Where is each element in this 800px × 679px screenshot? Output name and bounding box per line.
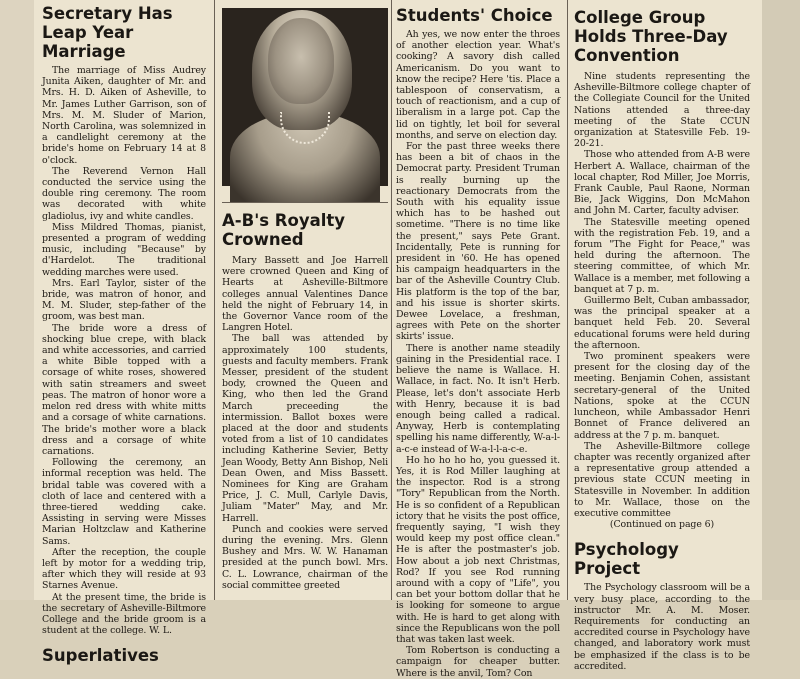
paragraph: The marriage of Miss Audrey Junita Aiken, daughter of Mr. and Mrs. H. D. Aiken of Asheville, to Mr. James Luther Garrison, son of Mrs. M. M. Sluder of Marion, North Carolina, was solemnized in a candlelight ceremony at the bride's home on February 14 at 8 o'clock. xyxy=(42,65,206,166)
paragraph: Punch and cookies were served during the evening. Mrs. Glenn Bushey and Mrs. W. W. Hanaman presided at the punch bowl. Mrs. C. L. Lowrance, chairman of the social committee greeted xyxy=(222,523,388,591)
paragraph: The Reverend Vernon Hall conducted the service using the double ring ceremony. The room was decorated with white gladiolus, ivy and white candles. xyxy=(42,165,206,222)
column-wedding xyxy=(42,0,206,666)
photo-face xyxy=(268,18,334,104)
headline-students-choice: Students' Choice xyxy=(396,6,553,25)
column-rule xyxy=(391,0,392,600)
continued-note: (Continued on page 6) xyxy=(609,519,715,531)
column-royalty xyxy=(222,0,388,600)
page-left-margin xyxy=(0,0,34,600)
headline-royalty: A-B's Royalty Crowned xyxy=(222,211,346,249)
paragraph: For the past three weeks there has been a bit of chaos in the Democrat party. President Truman is really burning up the reactionary Democrats from the South with his equality issue which has to be hashed out sometime. "There is no time like the present," says Pete Grant. Incidentally, Pete is running for president in '60. He has opened his campaign headquarters in the bar of the Asheville Country Club. His platform is the top of the bar, and his issue is shorter skirts. Dewee Lovelace, a freshman, agrees with Pete on the shorter skirts' issue. xyxy=(396,141,560,343)
paragraph: Mary Bassett and Joe Harrell were crowned Queen and King of Hearts at Asheville-Biltmore colleges annual Valentines Dance held the night of February 14, in the Governor Vance room of the Langren Hotel. xyxy=(222,255,388,334)
paragraph: There is another name steadily gaining in the Presidential race. I believe the name is Wallace. H. Wallace, in fact. No. It isn't Herb. Please, let's don't associate Herb with Henry, because it is bad enough being called a radical. Anyway, Herb is contemplating spelling his name differently, W-a-l-a-c-e instead of W-a-l-l-a-c-e. xyxy=(396,342,560,455)
queen-photo xyxy=(222,8,388,186)
paragraph: Miss Mildred Thomas, pianist, presented a program of wedding music, including "Because" by d'Hardelot. The traditional wedding marches were used. xyxy=(42,221,206,278)
paragraph: The Psychology classroom will be a very busy place, according to the instructor Mr. A. M. Moser. Requirements for conducting an accredited course in Psychology have changed, and laboratory work must be emphasized if the class is to be accredited. xyxy=(574,582,750,672)
headline-wedding: Secretary Has Leap Year Marriage xyxy=(42,4,173,61)
paragraph: The ball was attended by approximately 100 students, guests and faculty members. Frank Messer, president of the student body, crowned the Queen and King, who then led the Grand March preceeding the intermission. Ballot boxes were placed at the door and students voted from a list of 10 candidates including Katherine Sevier, Betty Jean Woody, Betty Ann Bishop, Neli Dean Owen, and Miss Bassett. Nominees for King are Graham Price, J. C. Mull, Carlyle Davis, Juliam "Mater" May, and Mr. Harrell. xyxy=(222,333,388,524)
paragraph: Mrs. Earl Taylor, sister of the bride, was matron of honor, and M. M. Sluder, step-father of the groom, was best man. xyxy=(42,277,206,323)
column-students-choice xyxy=(396,0,560,679)
paragraph: Ah yes, we now enter the throes of another election year. What's cooking? A savory dish called Americanism. Do you want to know the recipe? Here 'tis. Place a tablespoon of conservatism, a touch of reactionism, and a cup of liberalism in a large pot. Cap the lid on tightly, let boil for several months, and serve on election day. xyxy=(396,29,560,141)
paragraph: Two prominent speakers were present for the closing day of the meeting. Benjamin Cohen, assistant secretary-general of the United Nations, spoke at the CCUN luncheon, while Ambassador Henri Bonnet of France delivered an address at the 7 p. m. banquet. xyxy=(574,351,750,441)
headline-psychology: Psychology Project xyxy=(574,540,679,579)
paragraph: The Statesville meeting opened with the registration Feb. 19, and a forum "The Fight for Peace," was held during the afternoon. The steering committee, of which Mr. Wallace is a member, met following a banquet at 7 p. m. xyxy=(574,216,750,295)
paragraph: The bride wore a dress of shocking blue crepe, with black and white accessories, and carried a white Bible topped with a corsage of white roses, showered with satin streamers and sweet peas. The matron of honor wore a melon red dress with white mitts and a corsage of white carnations. The bride's mother wore a black dress and a corsage of white carnations. xyxy=(42,322,206,457)
paragraph: Nine students representing the Asheville-Biltmore college chapter of the Collegiate Council for the United Nations attended a three-day meeting of the State CCUN organization at Statesville Feb. 19-20-21. xyxy=(574,71,750,150)
column-rule xyxy=(567,0,568,600)
paragraph: After the reception, the couple left by motor for a wedding trip, after which they will reside at 93 Starnes Avenue. xyxy=(42,546,206,592)
column-convention xyxy=(574,0,750,672)
paragraph: Tom Robertson is conducting a campaign for cheaper butter. Where is the anvil, Tom? Con xyxy=(396,645,560,679)
column-rule xyxy=(214,0,215,600)
paragraph: Those who attended from A-B were Herbert A. Wallace, chairman of the local chapter, Rod Miller, Joe Morris, Frank Cauble, Paul Raone, Norman Bie, Jack Wiggins, Don McMahon and John M. Carter, faculty adviser. xyxy=(574,149,750,217)
paragraph: Ho ho ho ho ho, you guessed it. Yes, it is Rod Miller laughing at the inspector. Rod is a strong "Tory" Republican from the North. He is so confident of a Republican ictory that he visits the post office, frequently saying, "I wish they would keep my post office clean." He is after the postmaster's job. How about a job next Christmas, Rod? If you see Rod running around with a copy of "Life", you can bet your bottom dollar that he is looking for someone to argue with. He is hard to get along with since the Republicans won the poll that was taken last week. xyxy=(396,454,560,645)
paragraph: Guillermo Belt, Cuban ambassador, was the principal speaker at a banquet held Feb. 20. Several educational forums were held during the afternoon. xyxy=(574,295,750,351)
headline-convention: College Group Holds Three-Day Convention xyxy=(574,8,728,65)
headline-superlatives: Superlatives xyxy=(42,646,159,666)
paragraph: Following the ceremony, an informal reception was held. The bridal table was covered with a cloth of lace and centered with a three-tiered wedding cake. Assisting in serving were Misses Marian Holtzclaw and Katherine Sams. xyxy=(42,457,206,547)
paragraph: At the present time, the bride is the secretary of Asheville-Biltmore College and the bride groom is a student at the college. W. L. xyxy=(42,591,206,637)
paragraph: The Asheville-Biltmore college chapter was recently organized after a representative group attended a previous state CCUN meeting in Statesville in November. In addition to Mr. Wallace, those on the executive committee xyxy=(574,440,750,519)
page-right-margin xyxy=(762,0,800,600)
